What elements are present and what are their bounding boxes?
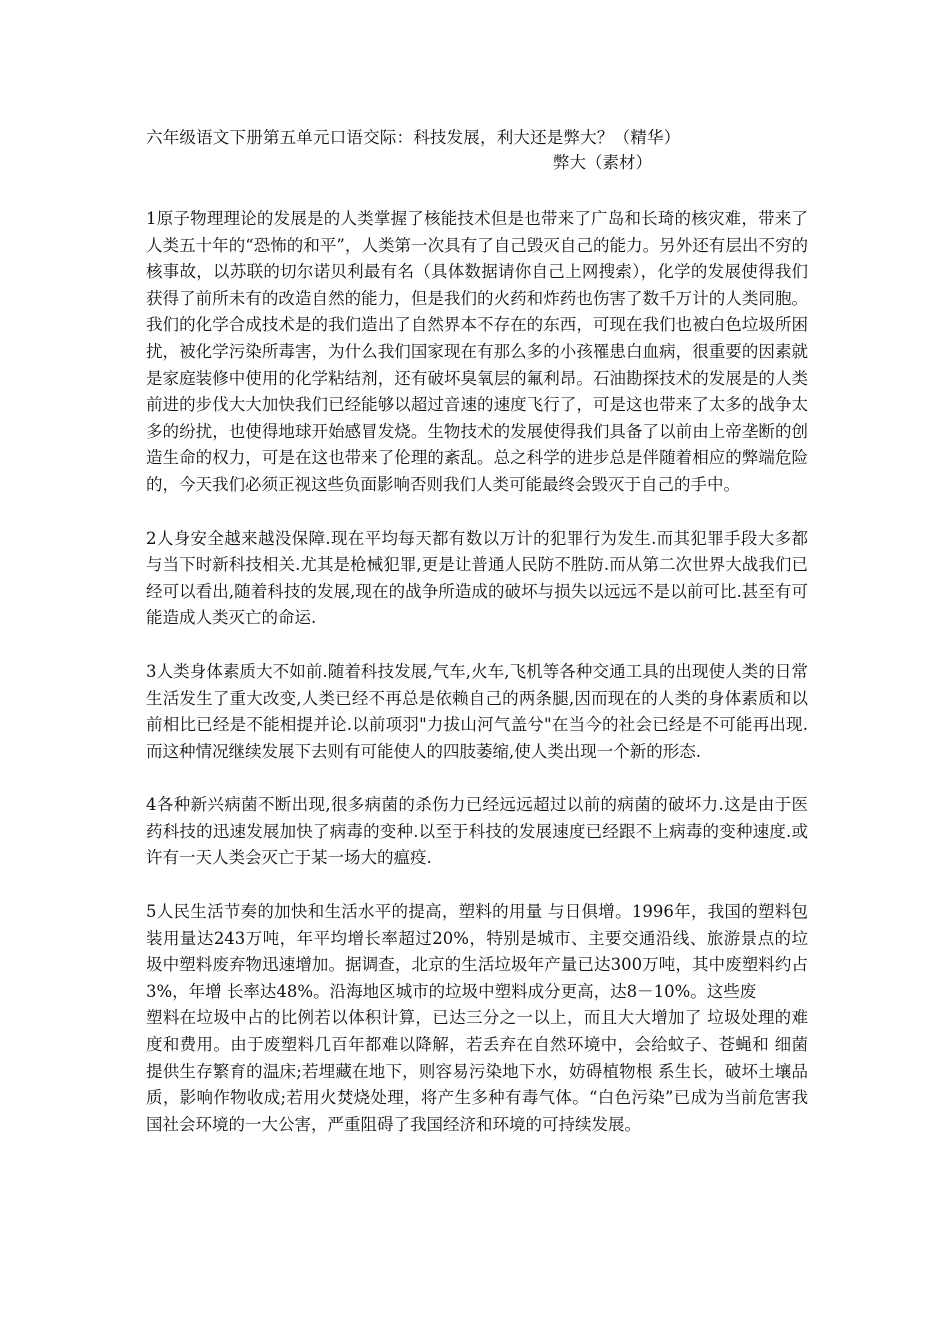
- paragraph-2: 2人身安全越来越没保障.现在平均每天都有数以万计的犯罪行为发生.而其犯罪手段大多都与当下时新科技相关.尤其是枪械犯罪,更是让普通人民防不胜防.而从第二次世界大战我们已经可以看出,随着科技的发展,现在的战争所造成的破坏与损失以远远不是以前可比.甚至有可能造成人类灭亡的命运.: [146, 528, 808, 628]
- document-title: 六年级语文下册第五单元口语交际：科技发展，利大还是弊大？（精华）: [146, 128, 681, 147]
- paragraph-5: 5人民生活节奏的加快和生活水平的提高，塑料的用量 与日俱增。1996年，我国的塑料包装用量达243万吨，年平均增长率超过20%，特别是城市、主要交通沿线、旅游景点的垃圾中塑料废弃物迅速增加。据调查，北京的生活垃圾年产量已达300万吨，其中废塑料约占3%，年增 长率达48%。沿海地区城市的垃圾中塑料成分更高，达8－10%。这些废: [146, 902, 808, 1001]
- paragraph-4: 4各种新兴病菌不断出现,很多病菌的杀伤力已经远远超过以前的病菌的破坏力.这是由于医药科技的迅速发展加快了病毒的变种.以至于科技的发展速度已经跟不上病毒的变种速度.或许有一天人类会灭亡于某一场大的瘟疫.: [146, 795, 808, 868]
- paragraph-5-continued: 塑料在垃圾中占的比例若以体积计算，已达三分之一以上，而且大大增加了 垃圾处理的难度和费用。由于废塑料几百年都难以降解，若丢弃在自然环境中，会给蚊子、苍蝇和 细菌提供生存繁育的温床;若埋藏在地下，则容易污染地下水，妨碍植物根 系生长，破坏土壤品质，影响作物收成;若用火焚烧处理，将产生多种有毒气体。“白色污染”已成为当前危害我国社会环境的一大公害，严重阻碍了我国经济和环境的可持续发展。: [146, 1008, 808, 1134]
- paragraph-3: 3人类身体素质大不如前.随着科技发展,气车,火车,飞机等各种交通工具的出现使人类的日常生活发生了重大改变,人类已经不再总是依赖自己的两条腿,因而现在的人类的身体素质和以前相比已经是不能相提并论.以前项羽"力拔山河气盖兮"在当今的社会已经是不可能再出现.而这种情况继续发展下去则有可能使人的四肢萎缩,使人类出现一个新的形态.: [146, 661, 808, 761]
- paragraph-1: 1原子物理理论的发展是的人类掌握了核能技术但是也带来了广岛和长琦的核灾难，带来了人类五十年的“恐怖的和平”，人类第一次具有了自己毁灭自己的能力。另外还有层出不穷的核事故，以苏联的切尔诺贝利最有名（具体数据请你自己上网搜索），化学的发展使得我们获得了前所未有的改造自然的能力，但是我们的火药和炸药也伤害了数千万计的人类同胞。我们的化学合成技术是的我们造出了自然界本不存在的东西，可现在我们也被白色垃圾所困扰，被化学污染所毒害，为什么我们国家现在有那么多的小孩罹患白血病，很重要的因素就是家庭装修中使用的化学粘结剂，还有破坏臭氧层的氟利昂。石油勘探技术的发展是的人类前进的步伐大大加快我们已经能够以超过音速的速度飞行了，可是这也带来了太多的战争太多的纷扰，也使得地球开始感冒发烧。生物技术的发展使得我们具备了以前由上帝垄断的创造生命的权力，可是在这也带来了伦理的紊乱。总之科学的进步总是伴随着相应的弊端危险的，今天我们必须正视这些负面影响否则我们人类可能最终会毁灭于自己的手中。: [146, 209, 808, 494]
- document-subtitle: 弊大（素材）: [553, 153, 652, 172]
- document-body: [146, 206, 808, 1138]
